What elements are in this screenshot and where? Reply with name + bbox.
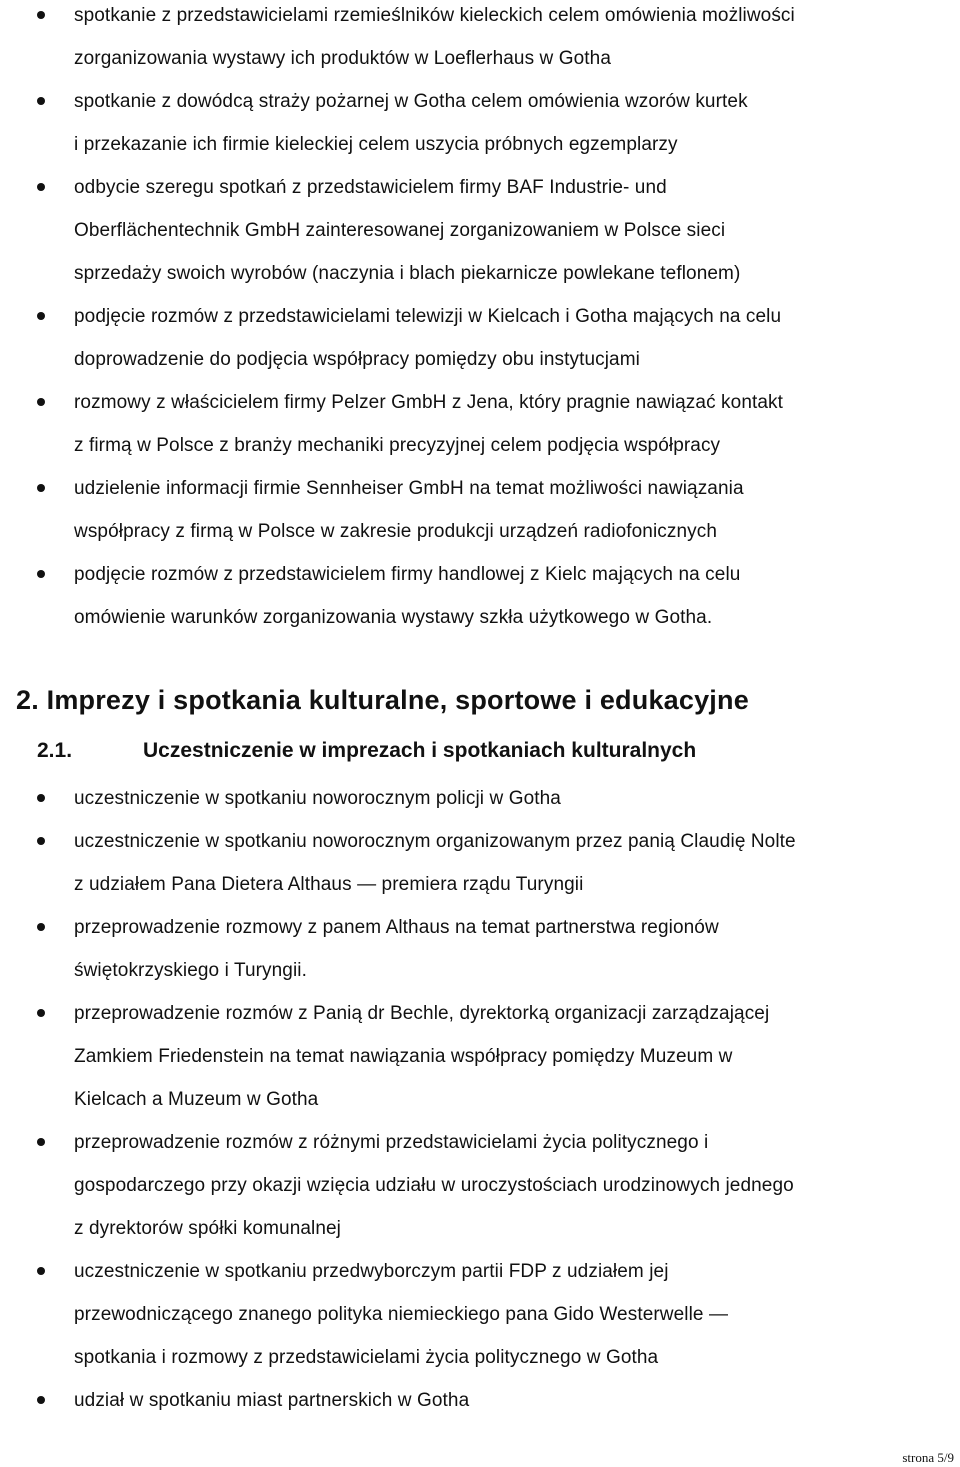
- list-item: [0, 820, 960, 906]
- list-item: [0, 1121, 960, 1250]
- bullet-icon: [37, 312, 45, 320]
- list-item: [0, 1379, 960, 1422]
- bullet-icon: [37, 97, 45, 105]
- list-item-text-line: przeprowadzenie rozmów z różnymi przedstawicielami życia politycznego i: [74, 1132, 709, 1153]
- list-item-text-line: spotkanie z przedstawicielami rzemieślników kieleckich celem omówienia możliwości: [74, 5, 795, 26]
- list-item-text-line: doprowadzenie do podjęcia współpracy pomiędzy obu instytucjami: [74, 349, 640, 370]
- list-item: [0, 992, 960, 1121]
- list-item-text-line: uczestniczenie w spotkaniu przedwyborczym partii FDP z udziałem jej: [74, 1261, 669, 1282]
- list-item: [0, 80, 960, 166]
- list-item: [0, 1250, 960, 1379]
- list-item: [0, 906, 960, 992]
- list-item-text-line: udzielenie informacji firmie Sennheiser GmbH na temat możliwości nawiązania: [74, 478, 744, 499]
- list-item-text-line: i przekazanie ich firmie kieleckiej celem uszycia próbnych egzemplarzy: [74, 134, 678, 155]
- list-item-text-line: współpracy z firmą w Polsce w zakresie produkcji urządzeń radiofonicznych: [74, 521, 718, 542]
- bullet-list-section-1: [0, 0, 960, 639]
- bullet-icon: [37, 11, 45, 19]
- list-item-text-line: z dyrektorów spółki komunalnej: [74, 1218, 342, 1239]
- list-item: [0, 381, 960, 467]
- list-item-text-line: uczestniczenie w spotkaniu noworocznym organizowanym przez panią Claudię Nolte: [74, 831, 796, 852]
- bullet-list-section-2-1: [0, 777, 960, 1422]
- list-item-text-line: spotkania i rozmowy z przedstawicielami życia politycznego w Gotha: [74, 1347, 659, 1368]
- list-item: [0, 553, 960, 639]
- bullet-icon: [37, 1396, 45, 1404]
- list-item: [0, 0, 960, 80]
- section-heading-2: 2. Imprezy i spotkania kulturalne, sportowe i edukacyjne: [16, 685, 749, 715]
- bullet-icon: [37, 923, 45, 931]
- list-item-text-line: Kielcach a Muzeum w Gotha: [74, 1089, 319, 1110]
- list-item-text-line: udział w spotkaniu miast partnerskich w Gotha: [74, 1390, 470, 1411]
- bullet-icon: [37, 1009, 45, 1017]
- list-item-text-line: zorganizowania wystawy ich produktów w Loeflerhaus w Gotha: [74, 48, 612, 69]
- bullet-icon: [37, 1138, 45, 1146]
- list-item-text-line: z firmą w Polsce z branży mechaniki precyzyjnej celem podjęcia współpracy: [74, 435, 721, 456]
- bullet-icon: [37, 183, 45, 191]
- list-item-text-line: sprzedaży swoich wyrobów (naczynia i blach piekarnicze powlekane teflonem): [74, 263, 741, 284]
- subsection-number: 2.1.: [37, 739, 73, 762]
- list-item: [0, 467, 960, 553]
- list-item-text-line: przeprowadzenie rozmowy z panem Althaus na temat partnerstwa regionów: [74, 917, 719, 938]
- bullet-icon: [37, 398, 45, 406]
- list-item-text-line: podjęcie rozmów z przedstawicielem firmy handlowej z Kielc mających na celu: [74, 564, 741, 585]
- list-item-text-line: uczestniczenie w spotkaniu noworocznym policji w Gotha: [74, 788, 561, 809]
- bullet-icon: [37, 794, 45, 802]
- list-item-text-line: z udziałem Pana Dietera Althaus — premiera rządu Turyngii: [74, 874, 584, 895]
- list-item-text-line: gospodarczego przy okazji wzięcia udziału w uroczystościach urodzinowych jednego: [74, 1175, 794, 1196]
- bullet-icon: [37, 1267, 45, 1275]
- page-number: strona 5/9: [902, 1450, 954, 1465]
- list-item-text-line: rozmowy z właścicielem firmy Pelzer GmbH z Jena, który pragnie nawiązać kontakt: [74, 392, 784, 413]
- list-item-text-line: przeprowadzenie rozmów z Panią dr Bechle, dyrektorką organizacji zarządzającej: [74, 1003, 770, 1024]
- list-item-text-line: Oberflächentechnik GmbH zainteresowanej zorganizowaniem w Polsce sieci: [74, 220, 726, 241]
- list-item-text-line: Zamkiem Friedenstein na temat nawiązania współpracy pomiędzy Muzeum w: [74, 1046, 733, 1067]
- list-item-text-line: świętokrzyskiego i Turyngii.: [74, 960, 307, 981]
- list-item-text-line: przewodniczącego znanego polityka niemieckiego pana Gido Westerwelle —: [74, 1304, 729, 1325]
- list-item-text-line: spotkanie z dowódcą straży pożarnej w Gotha celem omówienia wzorów kurtek: [74, 91, 748, 112]
- subsection-heading: Uczestniczenie w imprezach i spotkaniach kulturalnych: [143, 739, 697, 762]
- list-item-text-line: omówienie warunków zorganizowania wystawy szkła użytkowego w Gotha.: [74, 607, 713, 628]
- bullet-icon: [37, 484, 45, 492]
- list-item: [0, 295, 960, 381]
- list-item-text-line: odbycie szeregu spotkań z przedstawicielem firmy BAF Industrie- und: [74, 177, 667, 198]
- bullet-icon: [37, 570, 45, 578]
- list-item-text-line: podjęcie rozmów z przedstawicielami telewizji w Kielcach i Gotha mających na celu: [74, 306, 782, 327]
- list-item: [0, 777, 960, 820]
- list-item: [0, 166, 960, 295]
- bullet-icon: [37, 837, 45, 845]
